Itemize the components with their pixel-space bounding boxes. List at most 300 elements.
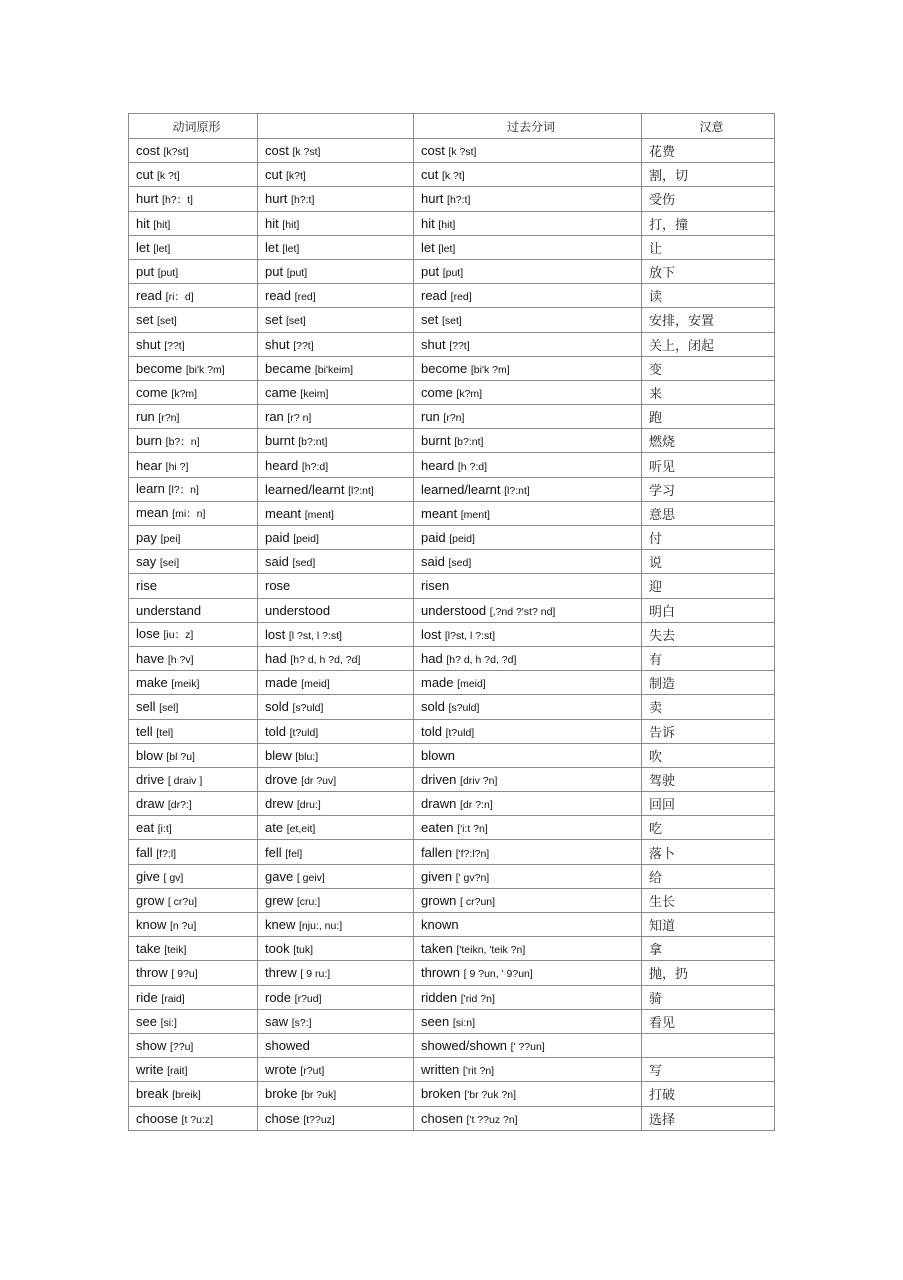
phonetic-transcription: [s?uld] (292, 702, 324, 715)
table-row (129, 1058, 775, 1082)
verb-word: learned/learnt (265, 481, 345, 497)
table-row (129, 574, 775, 598)
verb-word: cost (136, 143, 160, 159)
table-header-row (129, 114, 775, 139)
cell-meaning: 看见 (642, 1009, 775, 1033)
table-row (129, 719, 775, 743)
verb-word: sold (265, 699, 289, 715)
phonetic-transcription: [n ?u] (169, 920, 197, 933)
verb-word: drawn (421, 796, 457, 812)
verb-word: burnt (421, 433, 451, 449)
table-row (129, 671, 775, 695)
cell-past-participle (414, 211, 642, 235)
phonetic-transcription: [t ?u:z] (181, 1113, 214, 1126)
cell-base-form (129, 1082, 258, 1106)
cell-past-participle (414, 864, 642, 888)
verb-word: become (136, 360, 183, 376)
cell-meaning: 打，撞 (642, 211, 775, 235)
cell-past-tense (258, 526, 414, 550)
cell-past-tense (258, 501, 414, 525)
cell-base-form (129, 767, 258, 791)
verb-word: take (136, 941, 161, 957)
phonetic-transcription: [si:] (160, 1016, 177, 1029)
phonetic-transcription: [put] (286, 267, 308, 280)
verb-word: heard (421, 457, 455, 473)
verb-word: ate (265, 820, 284, 836)
cell-past-participle (414, 888, 642, 912)
phonetic-transcription: [pei] (160, 533, 181, 546)
verb-word: fall (136, 844, 153, 860)
cell-base-form (129, 259, 258, 283)
cell-meaning: 关上，闭起 (642, 332, 775, 356)
verb-word: grown (421, 892, 457, 908)
table-row (129, 308, 775, 332)
phonetic-transcription: ['rid ?n] (460, 992, 495, 1005)
cell-past-tense (258, 187, 414, 211)
table-row (129, 937, 775, 961)
phonetic-transcription: [dr?:] (167, 799, 192, 812)
verb-word: told (265, 723, 286, 739)
cell-past-participle (414, 840, 642, 864)
cell-base-form (129, 1058, 258, 1082)
phonetic-transcription: [put] (157, 267, 179, 280)
cell-meaning: 吃 (642, 816, 775, 840)
phonetic-transcription: ['teikn, 'teik ?n] (456, 944, 526, 957)
cell-past-tense (258, 1058, 414, 1082)
verb-word: known (421, 917, 459, 933)
cell-base-form (129, 550, 258, 574)
cell-past-participle (414, 356, 642, 380)
table-row (129, 405, 775, 429)
table-row (129, 429, 775, 453)
verb-word: come (421, 384, 453, 400)
cell-past-tense (258, 235, 414, 259)
phonetic-transcription: [l?:nt] (504, 484, 530, 497)
cell-past-tense (258, 1106, 414, 1130)
cell-meaning: 卖 (642, 695, 775, 719)
verb-word: set (136, 312, 154, 328)
phonetic-transcription: [raid] (161, 992, 185, 1005)
cell-past-tense (258, 816, 414, 840)
table-row (129, 139, 775, 163)
phonetic-transcription: ['i:t ?n] (457, 823, 488, 836)
cell-past-tense (258, 864, 414, 888)
verb-table (128, 113, 775, 1131)
phonetic-transcription: [set] (156, 315, 177, 328)
table-row (129, 888, 775, 912)
table-row (129, 526, 775, 550)
verb-word: see (136, 1013, 157, 1029)
verb-word: know (136, 917, 167, 933)
cell-past-tense (258, 961, 414, 985)
phonetic-transcription: [??t] (293, 339, 314, 352)
cell-meaning: 来 (642, 380, 775, 404)
cell-past-participle (414, 1058, 642, 1082)
phonetic-transcription: [hit] (282, 218, 300, 231)
phonetic-transcription: [mi：n] (172, 508, 206, 521)
table-row (129, 743, 775, 767)
table-row (129, 985, 775, 1009)
verb-word: hit (421, 215, 435, 231)
cell-meaning: 知道 (642, 913, 775, 937)
cell-base-form (129, 961, 258, 985)
verb-word: pay (136, 530, 157, 546)
cell-past-participle (414, 574, 642, 598)
cell-past-tense (258, 888, 414, 912)
phonetic-transcription: [iu：z] (163, 629, 194, 642)
cell-meaning: 告诉 (642, 719, 775, 743)
verb-word: thrown (421, 965, 461, 981)
phonetic-transcription: [' ??un] (510, 1041, 545, 1054)
phonetic-transcription: [fel] (285, 847, 303, 860)
verb-word: drive (136, 771, 165, 787)
cell-base-form (129, 864, 258, 888)
cell-past-participle (414, 1009, 642, 1033)
verb-word: saw (265, 1013, 289, 1029)
phonetic-transcription: [r?ud] (294, 992, 322, 1005)
cell-base-form (129, 501, 258, 525)
cell-base-form (129, 429, 258, 453)
table-row (129, 767, 775, 791)
cell-past-tense (258, 1009, 414, 1033)
phonetic-transcription: [peid] (449, 533, 475, 546)
verb-word: wrote (265, 1062, 297, 1078)
verb-word: cost (265, 143, 289, 159)
verb-word: fallen (421, 844, 453, 860)
cell-base-form (129, 792, 258, 816)
cell-base-form (129, 1106, 258, 1130)
verb-word: showed (265, 1038, 310, 1054)
cell-past-participle (414, 646, 642, 670)
cell-base-form (129, 139, 258, 163)
verb-word: show (136, 1038, 167, 1054)
verb-word: sell (136, 699, 156, 715)
cell-past-tense (258, 574, 414, 598)
verb-word: rose (265, 578, 291, 594)
cell-meaning: 付 (642, 526, 775, 550)
header-meaning: 汉意 (642, 114, 775, 139)
cell-past-participle (414, 985, 642, 1009)
phonetic-transcription: [put] (442, 267, 464, 280)
phonetic-transcription: [set] (441, 315, 462, 328)
phonetic-transcription: [br ?uk] (301, 1089, 337, 1102)
verb-word: write (136, 1062, 164, 1078)
table-row (129, 550, 775, 574)
phonetic-transcription: [??t] (164, 339, 185, 352)
phonetic-transcription: [??u] (169, 1041, 194, 1054)
phonetic-transcription: ['f?:l?n] (455, 847, 490, 860)
cell-base-form (129, 574, 258, 598)
table-row (129, 646, 775, 670)
verb-word: given (421, 868, 453, 884)
cell-base-form (129, 1009, 258, 1033)
phonetic-transcription: [meid] (457, 678, 486, 691)
cell-meaning: 让 (642, 235, 775, 259)
cell-base-form (129, 526, 258, 550)
verb-word: broken (421, 1086, 461, 1102)
verb-word: mean (136, 505, 169, 521)
table-row (129, 1009, 775, 1033)
cell-past-participle (414, 816, 642, 840)
verb-word: let (421, 239, 435, 255)
phonetic-transcription: [f?:l] (156, 847, 177, 860)
phonetic-transcription: [r?ut] (300, 1065, 325, 1078)
cell-past-tense (258, 211, 414, 235)
phonetic-transcription: [k ?t] (441, 170, 465, 183)
phonetic-transcription: [set] (285, 315, 306, 328)
verb-word: said (265, 554, 289, 570)
table-row (129, 235, 775, 259)
cell-past-participle (414, 453, 642, 477)
phonetic-transcription: ['t ??uz ?n] (466, 1113, 518, 1126)
table-row (129, 840, 775, 864)
phonetic-transcription: [sei] (159, 557, 180, 570)
cell-past-participle (414, 622, 642, 646)
phonetic-transcription: [ment] (304, 508, 334, 521)
cell-past-tense (258, 163, 414, 187)
verb-word: set (421, 312, 439, 328)
phonetic-transcription: [s?uld] (448, 702, 480, 715)
cell-meaning: 放下 (642, 259, 775, 283)
verb-word: ran (265, 409, 284, 425)
phonetic-transcription: ['rit ?n] (462, 1065, 495, 1078)
cell-past-participle (414, 961, 642, 985)
table-row (129, 477, 775, 501)
cell-meaning: 给 (642, 864, 775, 888)
verb-word: showed/shown (421, 1038, 507, 1054)
cell-past-participle (414, 284, 642, 308)
verb-word: made (421, 675, 454, 691)
cell-past-participle (414, 695, 642, 719)
cell-meaning: 拿 (642, 937, 775, 961)
verb-word: took (265, 941, 290, 957)
cell-past-tense (258, 767, 414, 791)
cell-base-form (129, 719, 258, 743)
cell-meaning: 有 (642, 646, 775, 670)
table-row (129, 356, 775, 380)
cell-past-participle (414, 526, 642, 550)
table-row (129, 598, 775, 622)
verb-word: said (421, 554, 445, 570)
phonetic-transcription: [tel] (156, 726, 174, 739)
verb-word: understood (265, 602, 331, 618)
verb-word: shut (265, 336, 290, 352)
cell-past-tense (258, 646, 414, 670)
phonetic-transcription: [h?:t] (291, 194, 315, 207)
table-row (129, 695, 775, 719)
verb-word: break (136, 1086, 169, 1102)
verb-word: say (136, 554, 157, 570)
cell-past-tense (258, 1082, 414, 1106)
verb-word: understood (421, 602, 487, 618)
phonetic-transcription: [ 9 ?un, ' 9?un] (463, 968, 533, 981)
verb-word: let (265, 239, 279, 255)
phonetic-transcription: [bl ?u] (166, 750, 195, 763)
phonetic-transcription: [ draiv ] (167, 774, 203, 787)
cell-meaning: 制造 (642, 671, 775, 695)
verb-word: hear (136, 457, 163, 473)
table-row (129, 284, 775, 308)
cell-base-form (129, 308, 258, 332)
cell-base-form (129, 840, 258, 864)
phonetic-transcription: [meik] (171, 678, 200, 691)
phonetic-transcription: [let] (282, 242, 300, 255)
phonetic-transcription: [b?:nt] (454, 436, 484, 449)
verb-word: rode (265, 989, 292, 1005)
cell-meaning: 选择 (642, 1106, 775, 1130)
verb-word: grow (136, 892, 165, 908)
phonetic-transcription: [dru:] (296, 799, 321, 812)
phonetic-transcription: [h? d, h ?d, ?d] (290, 654, 361, 667)
cell-past-participle (414, 405, 642, 429)
verb-word: eaten (421, 820, 454, 836)
verb-word: shut (136, 336, 161, 352)
cell-past-participle (414, 163, 642, 187)
verb-word: grew (265, 892, 294, 908)
phonetic-transcription: [h ?v] (167, 654, 194, 667)
phonetic-transcription: [ 9?u] (171, 968, 198, 981)
verb-word: made (265, 675, 298, 691)
phonetic-transcription: [t?uld] (289, 726, 319, 739)
table-row (129, 1106, 775, 1130)
verb-word: tell (136, 723, 153, 739)
cell-meaning: 回回 (642, 792, 775, 816)
table-row (129, 380, 775, 404)
phonetic-transcription: [sed] (292, 557, 316, 570)
cell-meaning: 听见 (642, 453, 775, 477)
cell-past-tense (258, 284, 414, 308)
cell-meaning: 受伤 (642, 187, 775, 211)
cell-meaning: 抛，扔 (642, 961, 775, 985)
cell-past-participle (414, 767, 642, 791)
verb-word: eat (136, 820, 155, 836)
verb-word: draw (136, 796, 165, 812)
verb-word: ridden (421, 989, 458, 1005)
cell-base-form (129, 356, 258, 380)
verb-word: let (136, 239, 150, 255)
cell-past-tense (258, 429, 414, 453)
cell-meaning: 说 (642, 550, 775, 574)
cell-base-form (129, 211, 258, 235)
verb-table-body (129, 114, 775, 1131)
verb-word: sold (421, 699, 445, 715)
cell-past-tense (258, 332, 414, 356)
cell-base-form (129, 380, 258, 404)
table-row (129, 792, 775, 816)
phonetic-transcription: [ geiv] (296, 871, 325, 884)
phonetic-transcription: [ri：d] (165, 290, 194, 303)
table-row (129, 1082, 775, 1106)
verb-word: threw (265, 965, 297, 981)
cell-base-form (129, 187, 258, 211)
phonetic-transcription: [rait] (167, 1065, 188, 1078)
cell-base-form (129, 646, 258, 670)
cell-past-tense (258, 139, 414, 163)
cell-base-form (129, 913, 258, 937)
cell-base-form (129, 622, 258, 646)
verb-word: make (136, 675, 168, 691)
cell-past-participle (414, 501, 642, 525)
cell-base-form (129, 453, 258, 477)
phonetic-transcription: [ 9 ru:] (300, 968, 331, 981)
cell-past-participle (414, 259, 642, 283)
verb-word: seen (421, 1013, 450, 1029)
phonetic-transcription: [k ?st] (448, 146, 477, 159)
table-row (129, 622, 775, 646)
phonetic-transcription: ['br ?uk ?n] (464, 1089, 516, 1102)
phonetic-transcription: [h ?:d] (457, 460, 488, 473)
verb-word: become (421, 360, 468, 376)
verb-word: meant (421, 505, 458, 521)
table-row (129, 187, 775, 211)
cell-meaning: 失去 (642, 622, 775, 646)
phonetic-transcription: [k ?st] (292, 146, 321, 159)
phonetic-transcription: [r?n] (158, 412, 180, 425)
cell-meaning: 明白 (642, 598, 775, 622)
cell-meaning: 安排，安置 (642, 308, 775, 332)
verb-word: put (136, 264, 155, 280)
cell-past-tense (258, 356, 414, 380)
phonetic-transcription: [hit] (153, 218, 171, 231)
verb-word: cost (421, 143, 445, 159)
cell-past-tense (258, 913, 414, 937)
verb-word: paid (265, 530, 290, 546)
verb-word: have (136, 651, 165, 667)
phonetic-transcription: [l ?st, l ?:st] (288, 629, 342, 642)
verb-word: understand (136, 602, 202, 618)
verb-word: choose (136, 1110, 178, 1126)
phonetic-transcription: [k?t] (285, 170, 306, 183)
verb-word: blow (136, 747, 163, 763)
cell-meaning: 花费 (642, 139, 775, 163)
phonetic-transcription: [h?:d] (301, 460, 329, 473)
verb-word: set (265, 312, 283, 328)
phonetic-transcription: [let] (438, 242, 456, 255)
cell-base-form (129, 937, 258, 961)
cell-past-participle (414, 550, 642, 574)
phonetic-transcription: [??t] (449, 339, 470, 352)
cell-past-tense (258, 1033, 414, 1057)
verb-word: fell (265, 844, 282, 860)
table-row (129, 961, 775, 985)
phonetic-transcription: [bi'keim] (314, 363, 354, 376)
verb-word: hurt (421, 191, 444, 207)
verb-word: read (421, 288, 448, 304)
cell-past-participle (414, 1033, 642, 1057)
cell-base-form (129, 695, 258, 719)
verb-word: had (265, 651, 287, 667)
verb-word: hit (136, 215, 150, 231)
phonetic-transcription: [i:t] (157, 823, 172, 836)
verb-word: risen (421, 578, 450, 594)
verb-word: blew (265, 747, 292, 763)
verb-word: cut (136, 167, 154, 183)
verb-word: read (136, 287, 163, 303)
phonetic-transcription: [t?uld] (445, 726, 475, 739)
verb-word: meant (265, 505, 302, 521)
cell-base-form (129, 671, 258, 695)
phonetic-transcription: [sed] (448, 557, 472, 570)
phonetic-transcription: [r? n] (287, 412, 312, 425)
phonetic-transcription: [et,eit] (286, 823, 316, 836)
phonetic-transcription: [h?:t] (447, 194, 471, 207)
cell-past-participle (414, 913, 642, 937)
verb-word: came (265, 384, 297, 400)
cell-meaning (642, 1033, 775, 1057)
verb-word: blown (421, 747, 455, 763)
verb-word: gave (265, 868, 294, 884)
verb-word: drew (265, 796, 294, 812)
